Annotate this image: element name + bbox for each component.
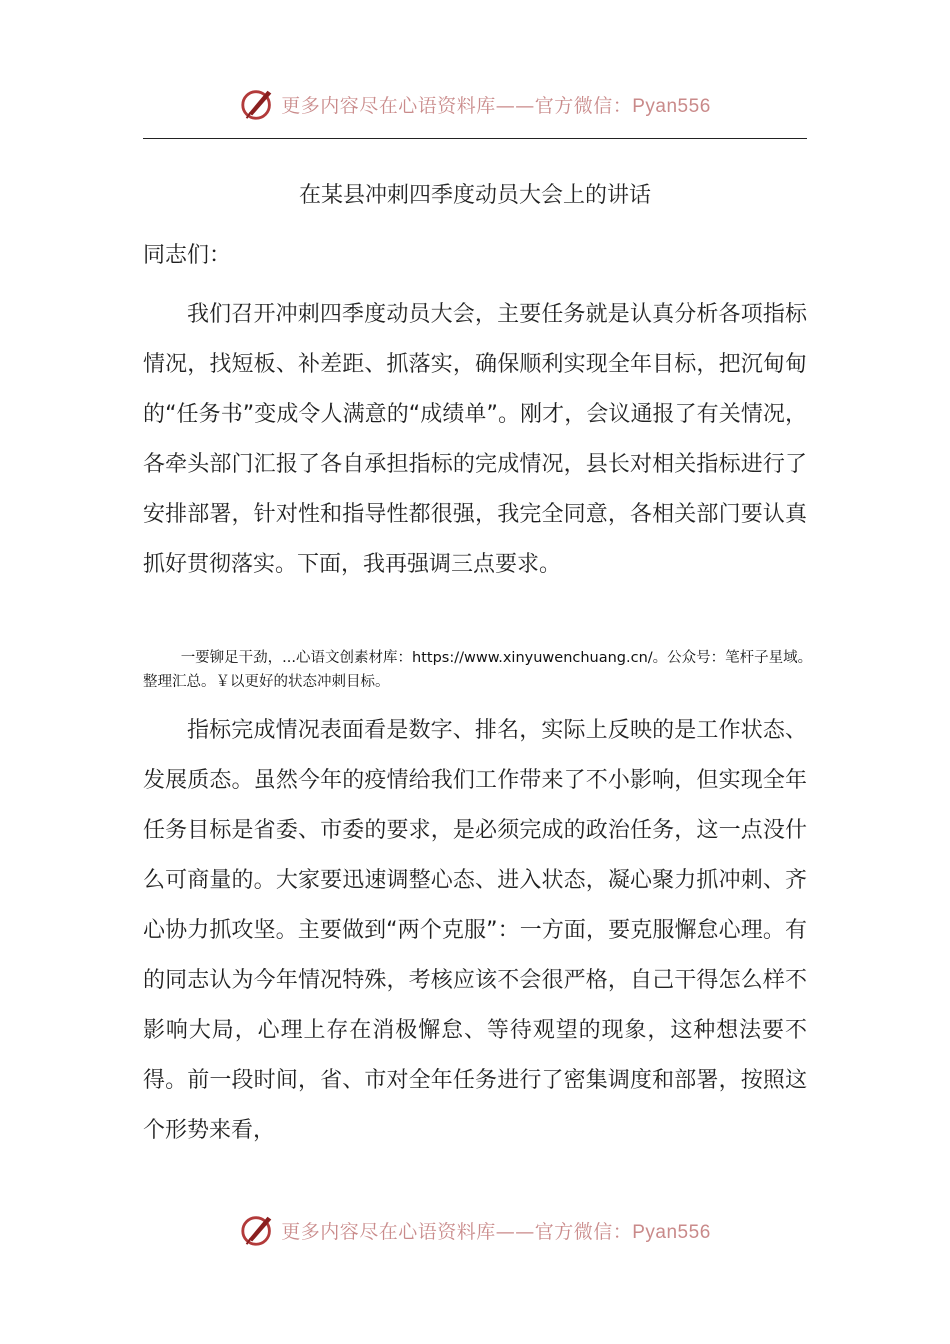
footer-brand-text: 更多内容尽在心语资料库——官方微信：Pyan556 xyxy=(281,1220,711,1243)
header-brand-text: 更多内容尽在心语资料库——官方微信：Pyan556 xyxy=(281,94,711,117)
header-banner xyxy=(0,82,950,126)
salutation: 同志们： xyxy=(143,243,232,268)
paragraph-1: 我们召开冲刺四季度动员大会，主要任务就是认真分析各项指标情况，找短板、补差距、抓落实，确保顺利实现全年目标，把沉甸甸的“任务书”变成令人满意的“成绩单”。刚才，会议通报了有关情况，各牵头部门汇报了各自承担指标的完成情况，县长对相关指标进行了安排部署，针对性和指导性都很强，我完全同意，各相关部门要认真抓好贯彻落实。下面，我再强调三点要求。 xyxy=(143,302,807,577)
header-contact: Pyan556 xyxy=(632,95,711,117)
header-divider xyxy=(143,138,807,139)
paragraph-2: 指标完成情况表面看是数字、排名，实际上反映的是工作状态、发展质态。虽然今年的疫情给我们工作带来了不小影响，但实现全年任务目标是省委、市委的要求，是必须完成的政治任务，这一点没什么可商量的。大家要迅速调整心态、进入状态，凝心聚力抓冲刺、齐心协力抓攻坚。主要做到“两个克服”：一方面，要克服懈怠心理。有的同志认为今年情况特殊，考核应该不会很严格，自己干得怎么样不影响大局，心理上存在消极懈怠、等待观望的现象，这种想法要不得。前一段时间，省、市对全年任务进行了密集调度和部署，按照这个形势来看， xyxy=(143,718,807,1143)
footer-banner xyxy=(0,1208,950,1252)
quill-pen-circle-icon xyxy=(239,1211,277,1249)
quill-pen-circle-icon xyxy=(239,85,277,123)
footer-contact: Pyan556 xyxy=(632,1221,711,1243)
document-title: 在某县冲刺四季度动员大会上的讲话 xyxy=(298,183,651,208)
watermark-note: 一要铆足干劲，...心语文创素材库：https://www.xinyuwenchuang.cn/。公众号：笔杆子星域。整理汇总。￥以更好的状态冲刺目标。 xyxy=(143,650,813,690)
